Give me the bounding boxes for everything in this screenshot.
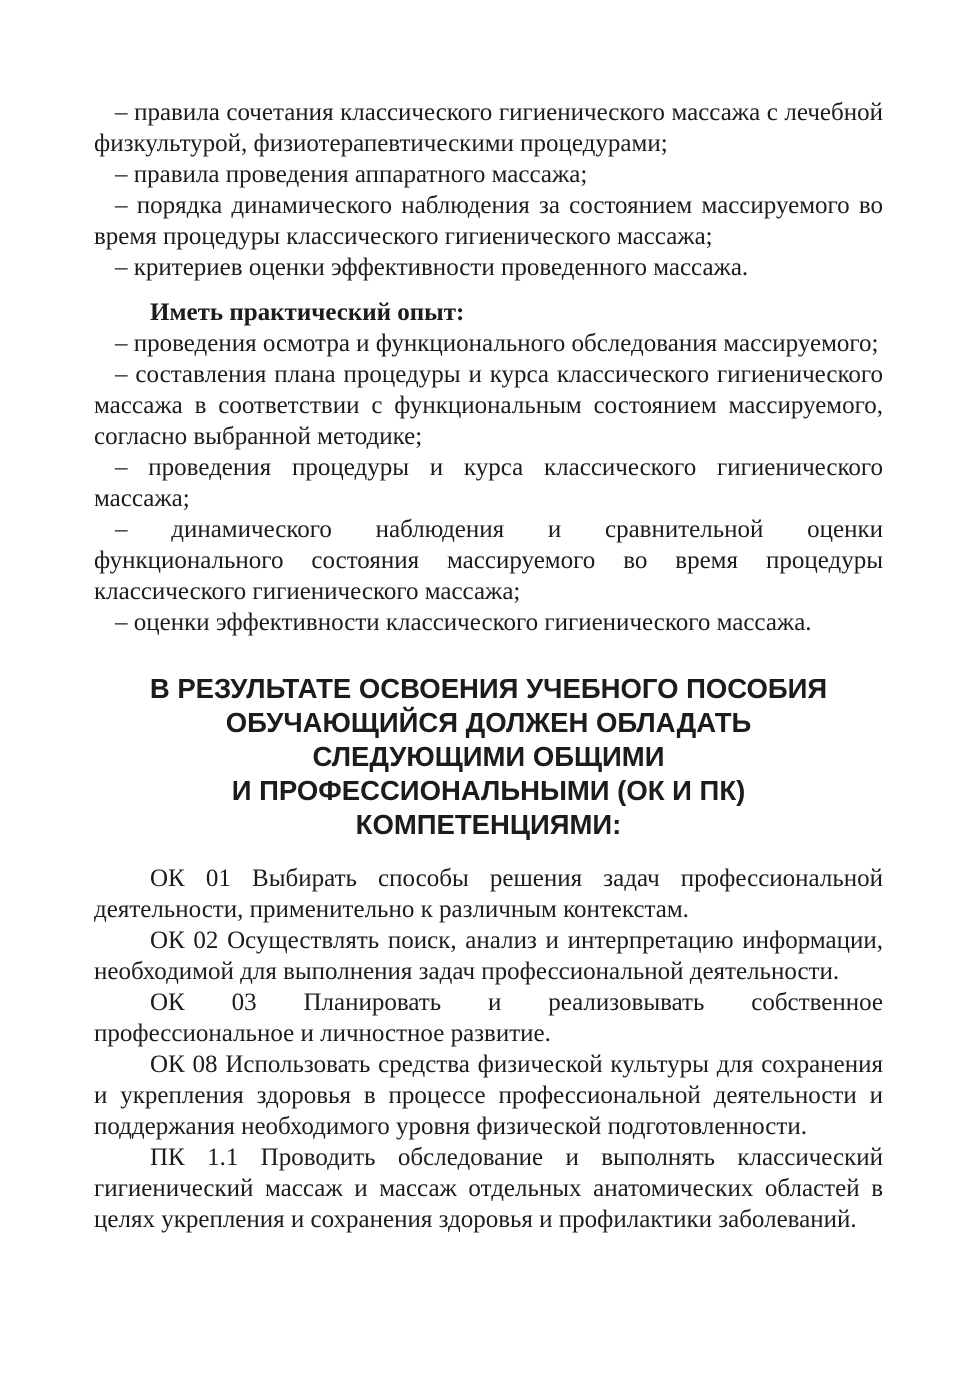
list-item: – оценки эффективности классического гигиенического массажа.	[115, 609, 812, 636]
competency-item: ОК 03 Планировать и реализовывать собственное профессиональное и личностное развитие.	[94, 989, 883, 1047]
list-item: – порядка динамического наблюдения за состоянием массируемого во время процедуры классического гигиенического массажа;	[94, 192, 883, 250]
section-heading-line: СЛЕДУЮЩИМИ ОБЩИМИ	[312, 741, 665, 772]
section-heading	[94, 672, 883, 842]
section-heading-line: ОБУЧАЮЩИЙСЯ ДОЛЖЕН ОБЛАДАТЬ	[225, 707, 752, 738]
competency-item: ОК 01 Выбирать способы решения задач профессиональной деятельности, применительно к различным контекстам.	[94, 865, 883, 923]
section-heading-line: В РЕЗУЛЬТАТЕ ОСВОЕНИЯ УЧЕБНОГО ПОСОБИЯ	[149, 673, 828, 704]
list-item: – динамического наблюдения и сравнительной оценки функционального состояния массируемого во время процедуры классического гигиенического массажа;	[94, 516, 883, 605]
list-item: – составления плана процедуры и курса классического гигиенического массажа в соответствии с функциональным состоянием массируемого, согласно выбранной методике;	[94, 361, 883, 450]
list-item: – проведения осмотра и функционального обследования массируемого;	[115, 330, 879, 357]
section-heading-line: И ПРОФЕССИОНАЛЬНЫМИ (ОК И ПК)	[231, 775, 746, 806]
competency-item: ОК 02 Осуществлять поиск, анализ и интерпретацию информации, необходимой для выполнения задач профессиональной деятельности.	[94, 927, 883, 985]
competency-item: ПК 1.1 Проводить обследование и выполнять классический гигиенический массаж и массаж отдельных анатомических областей в целях укрепления и сохранения здоровья и профилактики заболеваний.	[94, 1144, 883, 1233]
list-item: – правила сочетания классического гигиенического массажа с лечебной физкультурой, физиотерапевтическими процедурами;	[94, 99, 883, 157]
practice-list	[94, 328, 883, 638]
intro-list	[94, 97, 883, 283]
practice-heading: Иметь практический опыт:	[150, 299, 465, 326]
list-item: – проведения процедуры и курса классического гигиенического массажа;	[94, 454, 883, 512]
section-heading-line: КОМПЕТЕНЦИЯМИ:	[355, 809, 622, 840]
document-page	[94, 97, 883, 1235]
competency-item: ОК 08 Использовать средства физической культуры для сохранения и укрепления здоровья в процессе профессиональной деятельности и поддержания необходимого уровня физической подготовленности.	[94, 1051, 883, 1140]
competencies-list	[94, 863, 883, 1235]
list-item: – правила проведения аппаратного массажа;	[115, 161, 588, 188]
list-item: – критериев оценки эффективности проведенного массажа.	[115, 254, 749, 281]
